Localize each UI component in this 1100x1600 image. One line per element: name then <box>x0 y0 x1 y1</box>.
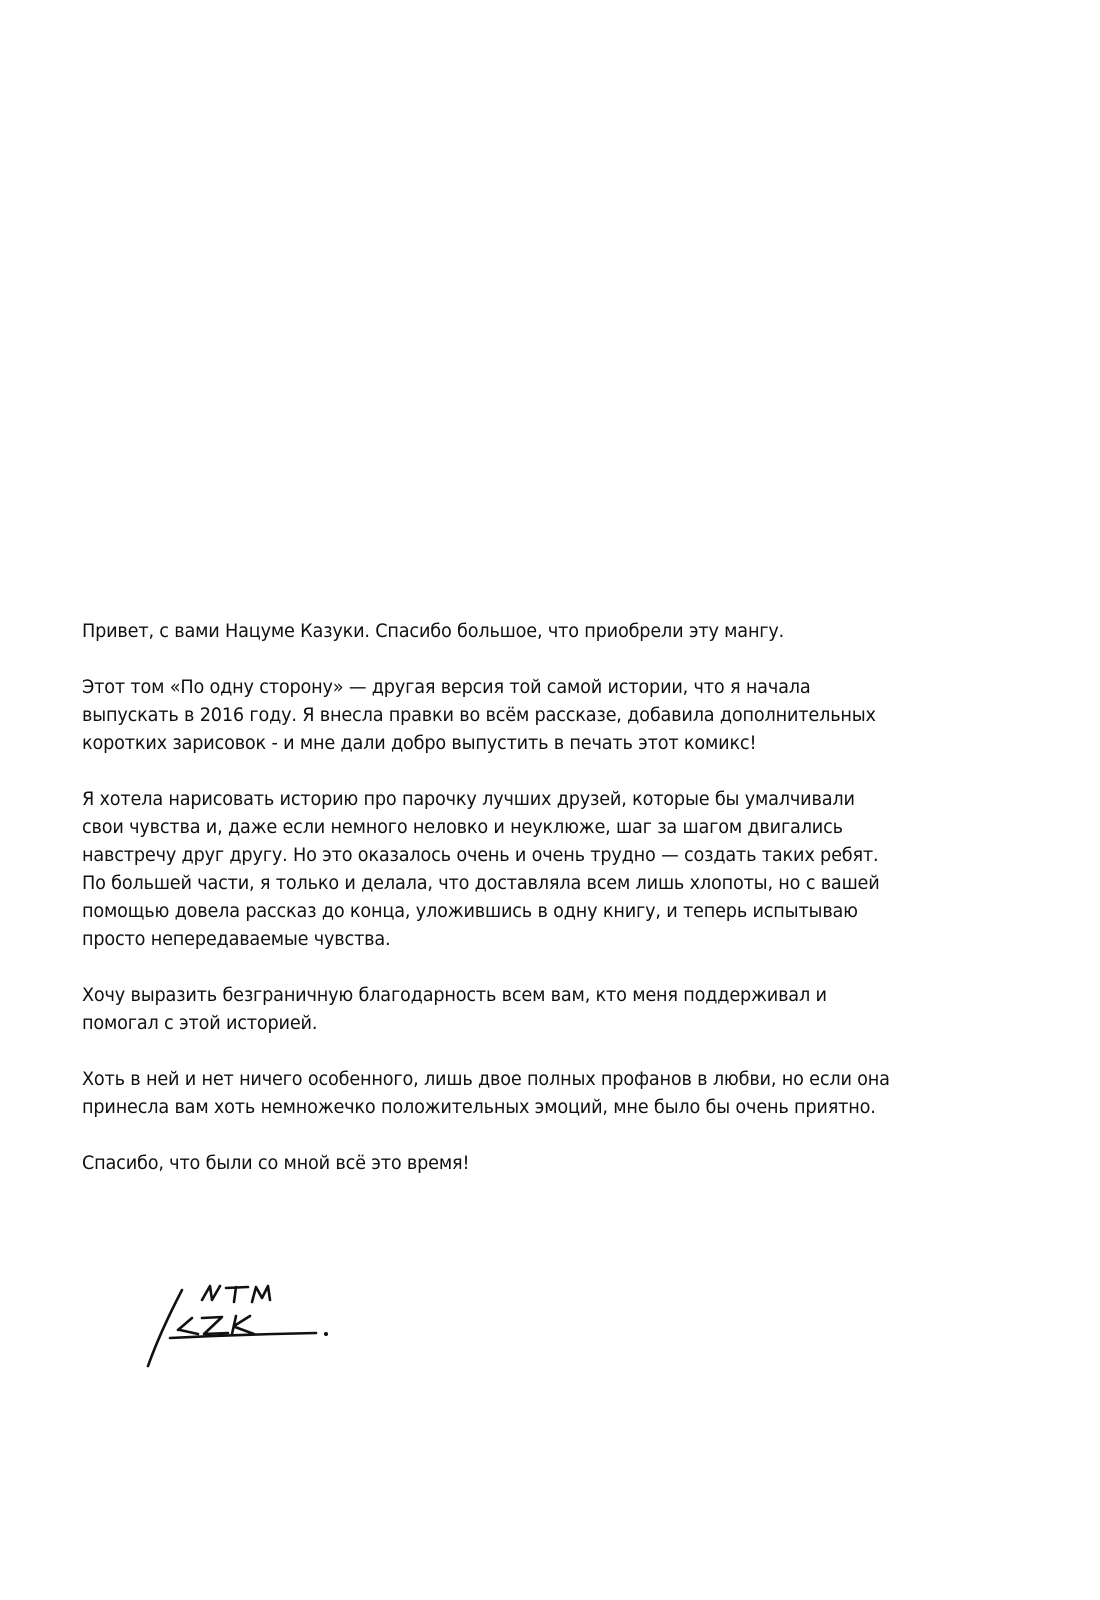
paragraph-closing <box>82 1149 882 1177</box>
paragraph-story-intent <box>82 785 882 953</box>
text-line: По большей части, я только и делала, что доставляла всем лишь хлопоты, но с вашей <box>82 872 880 894</box>
text-line: просто непередаваемые чувства. <box>82 928 391 950</box>
text-line: помощью довела рассказ до конца, уложившись в одну книгу, и теперь испытываю <box>82 900 858 922</box>
text-line: Хоть в ней и нет ничего особенного, лишь двое полных профанов в любви, но если она <box>82 1068 890 1090</box>
paragraph-gratitude <box>82 981 882 1037</box>
text-line: принесла вам хоть немножечко положительных эмоций, мне было бы очень приятно. <box>82 1096 876 1118</box>
text-line: Я хотела нарисовать историю про парочку лучших друзей, которые бы умалчивали <box>82 788 855 810</box>
paragraph-volume-info <box>82 673 882 757</box>
afterword-letter <box>82 617 890 1205</box>
text-line: Этот том «По одну сторону» — другая версия той самой истории, что я начала <box>82 676 811 698</box>
text-line: навстречу друг другу. Но это оказалось очень и очень трудно — создать таких ребят. <box>82 844 879 866</box>
text-line: помогал с этой историей. <box>82 1012 318 1034</box>
paragraph-hope <box>82 1065 890 1121</box>
signature-drawing <box>140 1278 340 1373</box>
text-line: Спасибо, что были со мной всё это время! <box>82 1152 470 1174</box>
text-line: свои чувства и, даже если немного неловко и неуклюже, шаг за шагом двигались <box>82 816 843 838</box>
paragraph-greeting <box>82 617 882 645</box>
text-line: Привет, с вами Нацуме Казуки. Спасибо большое, что приобрели эту мангу. <box>82 620 785 642</box>
text-line: Хочу выразить безграничную благодарность всем вам, кто меня поддерживал и <box>82 984 827 1006</box>
text-line: выпускать в 2016 году. Я внесла правки во всём рассказе, добавила дополнительных <box>82 704 876 726</box>
text-line: коротких зарисовок - и мне дали добро выпустить в печать этот комикс! <box>82 732 757 754</box>
handwritten-signature <box>140 1278 340 1373</box>
